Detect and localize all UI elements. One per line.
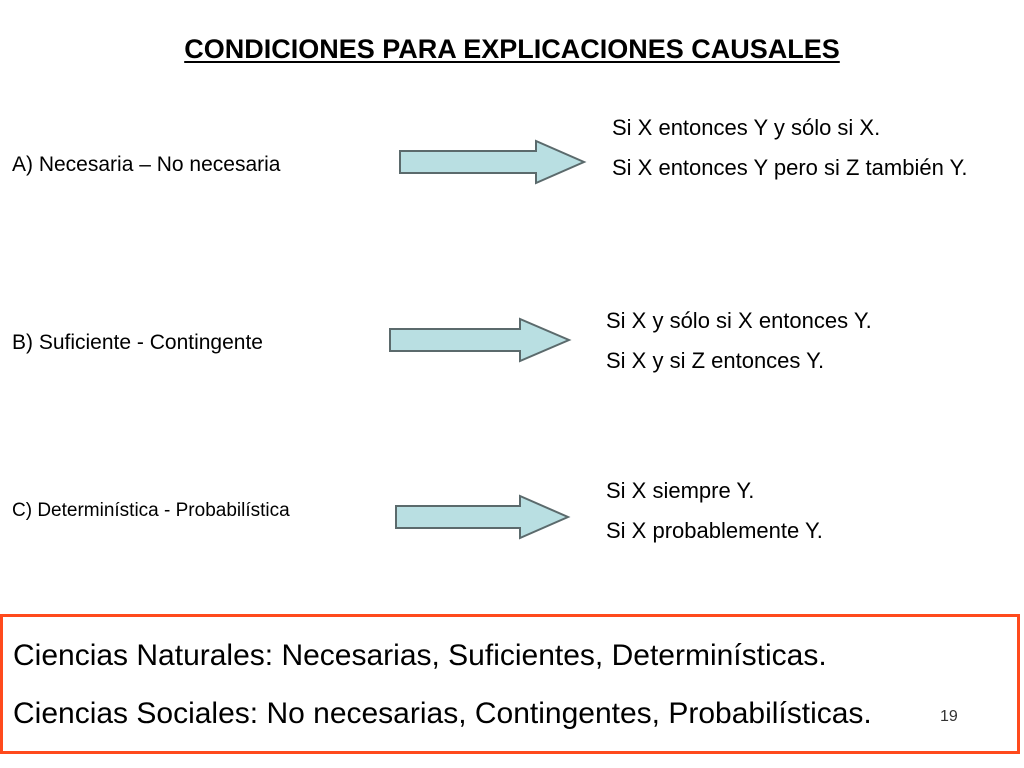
row-c-result-1: Si X siempre Y. [606,478,755,503]
row-a-label: A) Necesaria – No necesaria [12,153,281,176]
conclusion-box [0,614,1020,754]
row-a-result-1: Si X entonces Y y sólo si X. [612,115,881,140]
row-c-arrow-icon [394,493,572,541]
row-a-result-2: Si X entonces Y pero si Z también Y. [612,155,968,180]
row-c-results [606,475,1006,555]
row-c-result-2: Si X probablemente Y. [606,518,823,543]
conclusion-line-natural: Ciencias Naturales: Necesarias, Suficientes, Determinísticas. [13,639,827,672]
row-a-results [612,112,992,192]
row-b-results [606,305,1006,385]
row-c-label: C) Determinística - Probabilística [12,500,290,521]
row-b-label: B) Suficiente - Contingente [12,331,263,354]
conclusion-line-social: Ciencias Sociales: No necesarias, Contingentes, Probabilísticas. [13,697,872,730]
slide-title: CONDICIONES PARA EXPLICACIONES CAUSALES [184,34,840,64]
row-b-arrow-icon [388,316,573,364]
row-b-result-2: Si X y si Z entonces Y. [606,348,825,373]
row-a-arrow-icon [398,138,588,186]
page-number: 19 [940,708,958,725]
row-b-result-1: Si X y sólo si X entonces Y. [606,308,872,333]
